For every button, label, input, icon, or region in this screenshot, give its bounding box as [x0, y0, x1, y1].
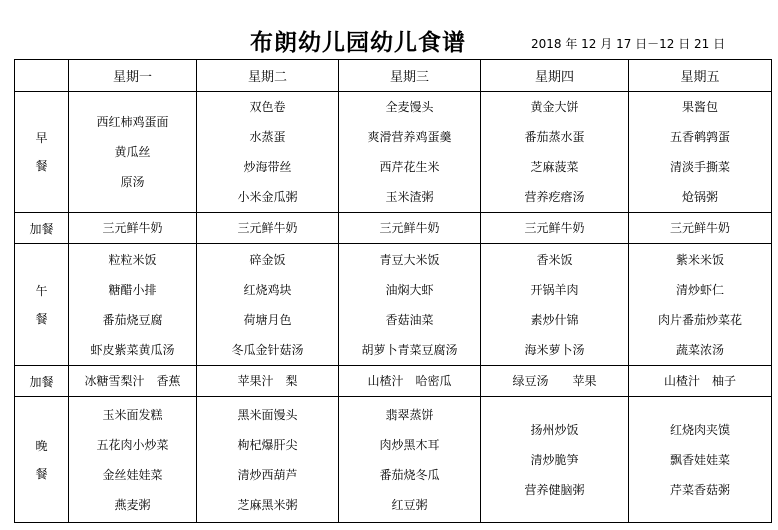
menu-cell-breakfast-tue [197, 92, 339, 213]
dish-item: 芹菜香菇粥 [669, 482, 730, 497]
dish-item: 营养健脑粥 [524, 482, 585, 497]
dish-item: 油焖大虾 [385, 282, 434, 297]
day-header-fri: 星期五 [629, 60, 772, 92]
meal-row-breakfast [15, 92, 772, 213]
menu-cell-snack-morning-fri [629, 213, 772, 244]
dish-item: 炒海带丝 [243, 160, 292, 174]
menu-cell-dinner-wed [339, 397, 481, 523]
meal-label-char: 餐 [35, 159, 48, 173]
menu-cell-lunch-wed [339, 244, 481, 366]
menu-cell-snack-morning-wed [339, 213, 481, 244]
header-row [15, 60, 772, 92]
dish-item: 清炒虾仁 [675, 282, 724, 297]
meal-label-char: 午 [35, 283, 48, 298]
meal-label-char: 加餐 [29, 374, 54, 389]
meal-label-snack-morning [15, 213, 69, 244]
dish-item: 香菇油菜 [385, 312, 434, 327]
dish-item: 果酱包 [681, 100, 718, 114]
dish-item: 翡翠蒸饼 [385, 407, 434, 422]
date-range: 2018 年 12 月 17 日－12 日 21 日 [531, 37, 726, 51]
meal-label-char: 餐 [35, 466, 48, 481]
corner-cell [15, 60, 69, 92]
dish-item: 小米金瓜粥 [237, 190, 298, 204]
meal-label-breakfast [15, 92, 69, 213]
dish-item: 玉米渣粥 [385, 190, 434, 204]
dish-item: 番茄烧豆腐 [102, 312, 163, 327]
menu-cell-snack-afternoon-thu [481, 366, 629, 397]
meal-label-char: 晚 [35, 438, 48, 453]
dish-item: 荷塘月色 [243, 312, 292, 327]
dish-item: 炝锅粥 [681, 190, 718, 204]
dish-item: 青豆大米饭 [379, 252, 440, 267]
dish-item: 水蒸蛋 [249, 130, 286, 144]
menu-cell-snack-morning-mon [69, 213, 197, 244]
menu-cell-lunch-mon [69, 244, 197, 366]
meal-row-dinner [15, 397, 772, 523]
meal-label-dinner [15, 397, 69, 523]
menu-cell-dinner-thu [481, 397, 629, 523]
menu-cell-dinner-tue [197, 397, 339, 523]
meal-row-snack-afternoon [15, 366, 772, 397]
dish-item: 清炒西葫芦 [237, 467, 298, 482]
dish-item: 开锅羊肉 [530, 282, 579, 297]
dish-item: 番茄烧冬瓜 [379, 467, 440, 482]
day-header-mon: 星期一 [69, 60, 197, 92]
menu-cell-snack-afternoon-tue [197, 366, 339, 397]
meal-label-char: 早 [35, 131, 48, 145]
menu-cell-lunch-tue [197, 244, 339, 366]
dish-item: 玉米面发糕 [102, 407, 163, 422]
meal-row-lunch [15, 244, 772, 366]
menu-cell-snack-morning-tue [197, 213, 339, 244]
dish-item: 五花肉小炒菜 [96, 437, 169, 452]
dish-item: 绿豆汤 苹果 [512, 374, 597, 388]
dish-item: 胡萝卜青菜豆腐汤 [361, 342, 458, 357]
dish-item: 原汤 [120, 175, 145, 189]
menu-cell-breakfast-fri [629, 92, 772, 213]
dish-item: 三元鲜牛奶 [524, 221, 585, 235]
menu-cell-lunch-fri [629, 244, 772, 366]
dish-item: 冰糖雪梨汁 香蕉 [84, 374, 181, 388]
meal-label-lunch [15, 244, 69, 366]
dish-item: 芝麻黑米粥 [237, 497, 298, 512]
dish-item: 香米饭 [536, 252, 573, 267]
dish-item: 黄金大饼 [530, 100, 579, 114]
dish-item: 虾皮紫菜黄瓜汤 [90, 342, 175, 357]
dish-item: 芝麻菠菜 [530, 160, 579, 174]
dish-item: 海米萝卜汤 [524, 342, 585, 357]
dish-item: 金丝娃娃菜 [102, 467, 163, 482]
dish-item: 素炒什锦 [530, 312, 579, 327]
dish-item: 三元鲜牛奶 [237, 221, 298, 235]
dish-item: 苹果汁 梨 [237, 374, 298, 388]
dish-item: 三元鲜牛奶 [102, 221, 163, 235]
dish-item: 枸杞爆肝尖 [237, 437, 298, 452]
dish-item: 黑米面馒头 [237, 407, 298, 422]
dish-item: 蔬菜浓汤 [675, 342, 724, 357]
page-title: 布朗幼儿园幼儿食谱 [250, 30, 466, 56]
dish-item: 三元鲜牛奶 [379, 221, 440, 235]
meal-label-char: 加餐 [29, 221, 54, 236]
dish-item: 冬瓜金针菇汤 [231, 342, 304, 357]
dish-item: 清炒脆笋 [530, 452, 579, 467]
dish-item: 西芹花生米 [379, 160, 440, 174]
dish-item: 肉炒黑木耳 [379, 437, 440, 452]
dish-item: 三元鲜牛奶 [669, 221, 730, 235]
menu-cell-snack-afternoon-wed [339, 366, 481, 397]
dish-item: 西红柿鸡蛋面 [96, 115, 169, 129]
dish-item: 五香鹌鹑蛋 [669, 130, 730, 144]
dish-item: 清淡手撕菜 [669, 160, 730, 174]
dish-item: 营养疙瘩汤 [524, 190, 585, 204]
dish-item: 红烧肉夹馍 [669, 422, 730, 437]
dish-item: 红豆粥 [391, 497, 428, 512]
menu-cell-snack-afternoon-fri [629, 366, 772, 397]
menu-table [14, 59, 772, 523]
dish-item: 碎金饭 [249, 252, 286, 267]
day-header-wed: 星期三 [339, 60, 481, 92]
menu-cell-dinner-mon [69, 397, 197, 523]
menu-cell-breakfast-wed [339, 92, 481, 213]
menu-cell-snack-afternoon-mon [69, 366, 197, 397]
menu-cell-breakfast-mon [69, 92, 197, 213]
dish-item: 飘香娃娃菜 [669, 452, 730, 467]
menu-cell-dinner-fri [629, 397, 772, 523]
dish-item: 山楂汁 柚子 [663, 374, 736, 388]
menu-cell-snack-morning-thu [481, 213, 629, 244]
dish-item: 全麦馒头 [385, 100, 434, 114]
dish-item: 红烧鸡块 [243, 282, 292, 297]
day-header-thu: 星期四 [481, 60, 629, 92]
dish-item: 肉片番茄炒菜花 [657, 312, 742, 327]
dish-item: 黄瓜丝 [114, 145, 151, 159]
dish-item: 粒粒米饭 [108, 252, 157, 267]
meal-label-snack-afternoon [15, 366, 69, 397]
meal-row-snack-morning [15, 213, 772, 244]
dish-item: 紫米米饭 [675, 252, 724, 267]
meal-label-char: 餐 [35, 311, 48, 326]
menu-cell-lunch-thu [481, 244, 629, 366]
dish-item: 番茄蒸水蛋 [524, 130, 585, 144]
dish-item: 山楂汁 哈密瓜 [367, 374, 452, 388]
dish-item: 双色卷 [249, 100, 286, 114]
dish-item: 燕麦粥 [114, 497, 151, 512]
dish-item: 扬州炒饭 [530, 422, 579, 437]
dish-item: 糖醋小排 [108, 282, 157, 297]
day-header-tue: 星期二 [197, 60, 339, 92]
menu-cell-breakfast-thu [481, 92, 629, 213]
dish-item: 爽滑营养鸡蛋羹 [367, 130, 452, 144]
